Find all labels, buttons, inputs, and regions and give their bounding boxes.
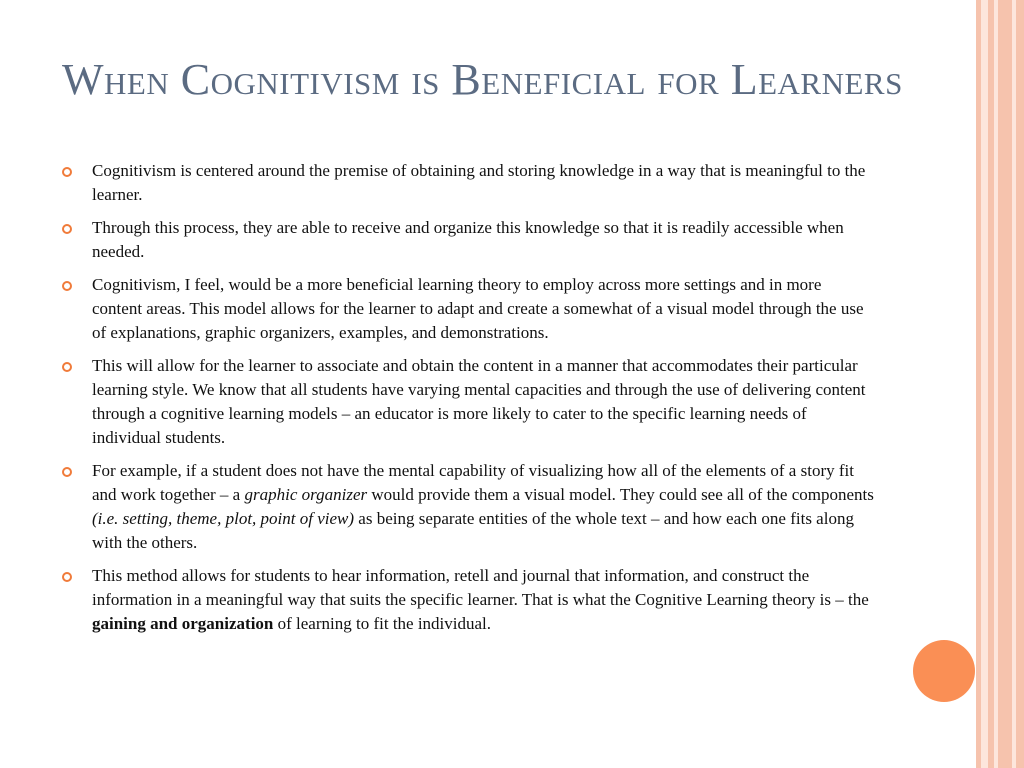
bullet-circle-icon <box>62 224 72 234</box>
bullet-circle-icon <box>62 281 72 291</box>
bullet-item <box>62 354 874 450</box>
bullet-item <box>62 216 874 264</box>
bullet-text: Cognitivism is centered around the premise of obtaining and storing knowledge in a way that is meaningful to the learner. <box>92 161 866 204</box>
bullet-text: as being separate entities of the whole text – and how each one fits along with the others. <box>92 509 854 552</box>
bullet-circle-icon <box>62 467 72 477</box>
bullet-text: For example, if a student does not have the mental capability of visualizing how all of the elements of a story fit and work together – a <box>92 461 854 504</box>
bullet-item <box>62 564 874 636</box>
bullet-text: Cognitivism, I feel, would be a more beneficial learning theory to employ across more settings and in more content areas. This model allows for the learner to adapt and create a somewhat of a visual model through the use of explanations, graphic organizers, examples, and demonstrations. <box>92 275 864 342</box>
border-stripe <box>981 0 988 768</box>
bullet-text: Through this process, they are able to receive and organize this knowledge so that it is readily accessible when needed. <box>92 218 844 261</box>
bullet-text: of learning to fit the individual. <box>273 614 492 633</box>
bullet-item <box>62 159 874 207</box>
accent-circle <box>913 640 975 702</box>
bullet-circle-icon <box>62 572 72 582</box>
border-stripe <box>998 0 1012 768</box>
bullet-text: would provide them a visual model. They could see all of the components <box>367 485 874 504</box>
italic-term: graphic organizer <box>244 485 368 504</box>
bullet-circle-icon <box>62 167 72 177</box>
border-stripe <box>1016 0 1024 768</box>
bullet-list <box>62 159 874 645</box>
bullet-text: This method allows for students to hear information, retell and journal that information, and construct the information in a meaningful way that suits the specific learner. That is what the Cognitive Learning theory is – the <box>92 566 869 609</box>
bullet-item <box>62 459 874 555</box>
bold-term: gaining and organization <box>92 614 274 633</box>
slide-title: When Cognitivism is Beneficial for Learners <box>62 55 903 104</box>
bullet-circle-icon <box>62 362 72 372</box>
bullet-item <box>62 273 874 345</box>
bullet-text: This will allow for the learner to associate and obtain the content in a manner that accommodates their particular learning style. We know that all students have varying mental capacities and through the use of delivering content through a cognitive learning models – an educator is more likely to cater to the specific learning needs of individual students. <box>92 356 866 447</box>
italic-term: (i.e. setting, theme, plot, point of view) <box>92 509 355 528</box>
